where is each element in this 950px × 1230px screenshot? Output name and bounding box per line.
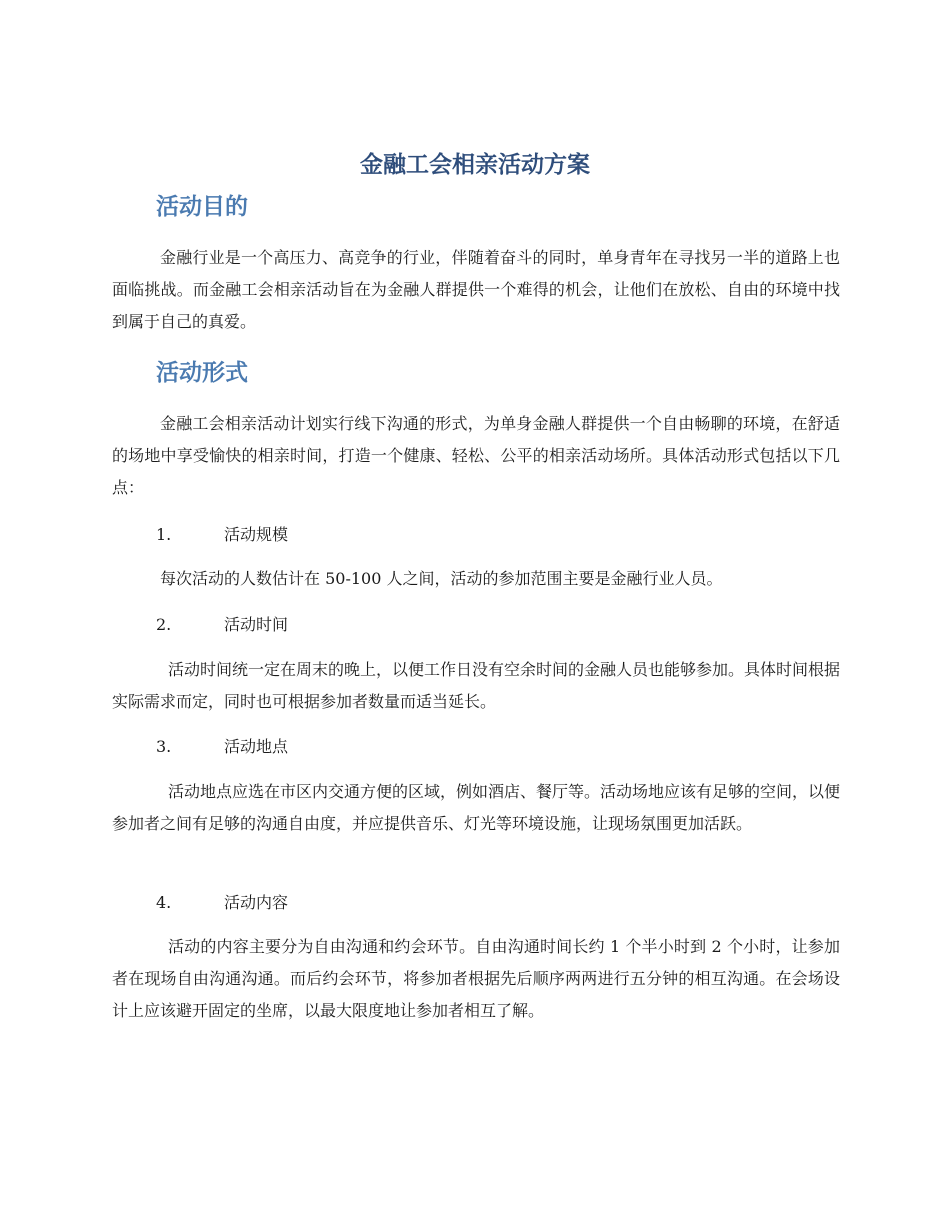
section-paragraph-format: 金融工会相亲活动计划实行线下沟通的形式，为单身金融人群提供一个自由畅聊的环境，在舒适的场地中享受愉快的相亲时间，打造一个健康、轻松、公平的相亲活动场所。具体活动形式包括以下几点： — [112, 414, 840, 497]
list-item-1 — [156, 520, 288, 550]
list-item-label: 活动地点 — [224, 737, 289, 756]
list-item-text-1: 每次活动的人数估计在 50-100 人之间，活动的参加范围主要是金融行业人员。 — [160, 569, 723, 588]
list-item-label: 活动规模 — [224, 525, 289, 544]
list-item-text-4: 活动的内容主要分为自由沟通和约会环节。自由沟通时间长约 1 个半小时到 2 个小时，让参加者在现场自由沟通沟通。而后约会环节，将参加者根据先后顺序两两进行五分钟的相互沟通。在会场设计上应该避开固定的坐席，以最大限度地让参加者相互了解。 — [112, 937, 840, 1020]
list-item-number: 3. — [156, 737, 172, 756]
list-item-text-3: 活动地点应选在市区内交通方便的区域，例如酒店、餐厅等。活动场地应该有足够的空间，以便参加者之间有足够的沟通自由度，并应提供音乐、灯光等环境设施，让现场氛围更加活跃。 — [112, 782, 841, 833]
section-heading-format: 活动形式 — [156, 360, 248, 386]
list-item-number: 1. — [156, 525, 172, 544]
list-item-4 — [156, 888, 288, 918]
list-item-text-2: 活动时间统一定在周末的晚上，以便工作日没有空余时间的金融人员也能够参加。具体时间根据实际需求而定，同时也可根据参加者数量而适当延长。 — [112, 660, 841, 711]
list-item-label: 活动内容 — [224, 893, 289, 912]
section-paragraph-purpose: 金融行业是一个高压力、高竞争的行业，伴随着奋斗的同时，单身青年在寻找另一半的道路上也面临挑战。而金融工会相亲活动旨在为金融人群提供一个难得的机会，让他们在放松、自由的环境中找到属于自己的真爱。 — [112, 248, 840, 331]
list-item-2 — [156, 610, 288, 640]
list-item-3 — [156, 732, 288, 762]
section-heading-purpose: 活动目的 — [156, 194, 248, 220]
list-item-number: 2. — [156, 615, 172, 634]
document-title: 金融工会相亲活动方案 — [360, 152, 590, 178]
list-item-number: 4. — [156, 893, 172, 912]
list-item-label: 活动时间 — [224, 615, 289, 634]
